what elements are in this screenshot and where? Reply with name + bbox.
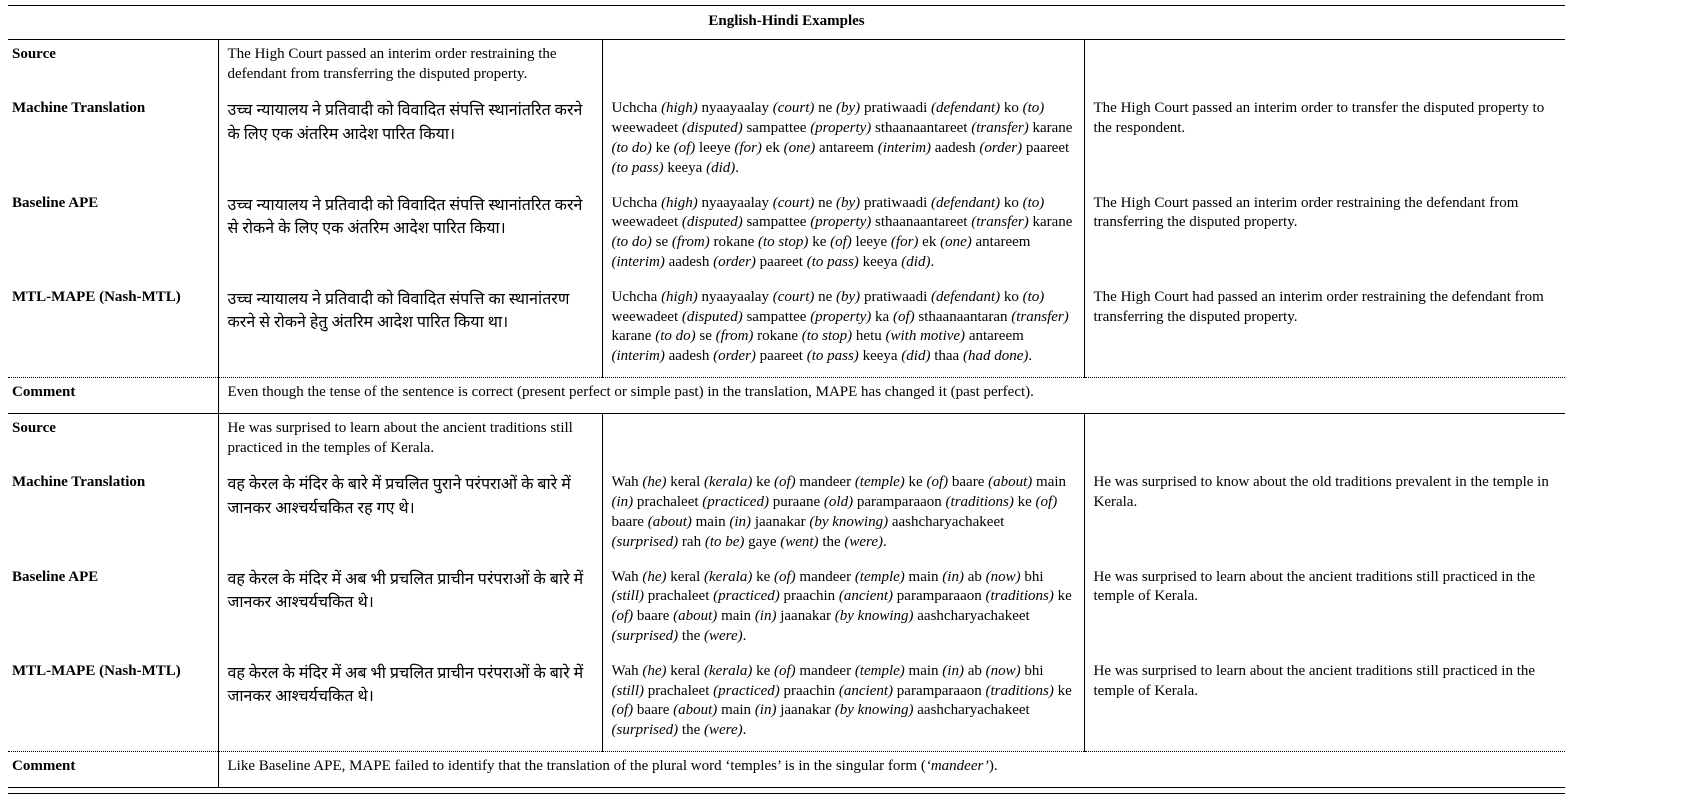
- english-backtranslation-cell: The High Court passed an interim order to transfer the disputed property to the respondent.: [1084, 94, 1565, 188]
- table-title-row: [8, 6, 1565, 40]
- english-backtranslation-cell: The High Court had passed an interim order restraining the defendant from transferring the disputed property.: [1084, 283, 1565, 378]
- row-label-mtl-mape: MTL-MAPE (Nash-MTL): [12, 288, 181, 305]
- transliteration-cell: Wah (he) keral (kerala) ke (of) mandeer (temple) main (in) ab (now) bhi (still) prachaleet (practiced) praachin (ancient) paramparaaon (traditions) ke (of) baare (about) main (in) jaanakar (by knowing) aashcharyachakeet (surprised) the (were).: [602, 657, 1084, 752]
- comment-text: Like Baseline APE, MAPE failed to identify that the translation of the plural word ‘temples’ is in the singular form (‘mandeer’).: [218, 751, 1565, 787]
- example2-mt-row: [8, 468, 1565, 562]
- hindi-cell: वह केरल के मंदिर के बारे में प्रचलित पुराने परंपराओं के बारे में जानकर आश्चर्यचकित रह गए थे।: [218, 468, 602, 562]
- hindi-cell: उच्च न्यायालय ने प्रतिवादी को विवादित संपत्ति का स्थानांतरण करने से रोकने हेतु अंतरिम आदेश पारित किया था।: [218, 283, 602, 378]
- transliteration-cell: Uchcha (high) nyaayaalay (court) ne (by) pratiwaadi (defendant) ko (to) weewadeet (disputed) sampattee (property) sthaanaantareet (transfer) karane (to do) ke (of) leeye (for) ek (one) antareem (interim) aadesh (order) paareet (to pass) keeya (did).: [602, 94, 1084, 188]
- english-hindi-examples-table: [8, 5, 1565, 788]
- example1-baseline-ape-row: [8, 189, 1565, 283]
- row-label-comment: Comment: [8, 751, 218, 787]
- example1-comment-row: [8, 377, 1565, 413]
- example1-source-row: [8, 39, 1565, 94]
- empty-cell: [602, 413, 1084, 468]
- empty-cell: [1084, 39, 1565, 94]
- transliteration-cell: Uchcha (high) nyaayaalay (court) ne (by) pratiwaadi (defendant) ko (to) weewadeet (disputed) sampattee (property) sthaanaantareet (transfer) karane (to do) se (from) rokane (to stop) ke (of) leeye (for) ek (one) antareem (interim) aadesh (order) paareet (to pass) keeya (did).: [602, 189, 1084, 283]
- transliteration-cell: Uchcha (high) nyaayaalay (court) ne (by) pratiwaadi (defendant) ko (to) weewadeet (disputed) sampattee (property) ka (of) sthaanaantaran (transfer) karane (to do) se (from) rokane (to stop) hetu (with motive) antareem (interim) aadesh (order) paareet (to pass) keeya (did) thaa (had done).: [602, 283, 1084, 378]
- examples-table-container: [8, 5, 1565, 794]
- example2-mtl-mape-row: [8, 657, 1565, 752]
- transliteration-cell: Wah (he) keral (kerala) ke (of) mandeer (temple) main (in) ab (now) bhi (still) prachaleet (practiced) praachin (ancient) paramparaaon (traditions) ke (of) baare (about) main (in) jaanakar (by knowing) aashcharyachakeet (surprised) the (were).: [602, 563, 1084, 657]
- table-bottom-rule: [8, 788, 1565, 794]
- example2-baseline-ape-row: [8, 563, 1565, 657]
- transliteration-cell: Wah (he) keral (kerala) ke (of) mandeer (temple) ke (of) baare (about) main (in) prachaleet (practiced) puraane (old) paramparaaon (traditions) ke (of) baare (about) main (in) jaanakar (by knowing) aashcharyachakeet (surprised) rah (to be) gaye (went) the (were).: [602, 468, 1084, 562]
- row-label-source: Source: [12, 45, 56, 62]
- english-backtranslation-cell: The High Court passed an interim order restraining the defendant from transferring the disputed property.: [1084, 189, 1565, 283]
- hindi-cell: वह केरल के मंदिर में अब भी प्रचलित प्राचीन परंपराओं के बारे में जानकर आश्चर्यचकित थे।: [218, 563, 602, 657]
- english-backtranslation-cell: He was surprised to know about the old traditions prevalent in the temple in Kerala.: [1084, 468, 1565, 562]
- row-label-machine-translation: Machine Translation: [12, 100, 146, 117]
- hindi-cell: उच्च न्यायालय ने प्रतिवादी को विवादित संपत्ति स्थानांतरित करने के लिए एक अंतरिम आदेश पारित किया।: [218, 94, 602, 188]
- empty-cell: [1084, 413, 1565, 468]
- page-title: English-Hindi Examples: [8, 6, 1565, 40]
- english-backtranslation-cell: He was surprised to learn about the ancient traditions still practiced in the temple of Kerala.: [1084, 563, 1565, 657]
- row-label-comment: Comment: [8, 377, 218, 413]
- source-text: The High Court passed an interim order restraining the defendant from transferring the disputed property.: [218, 39, 602, 94]
- source-text: He was surprised to learn about the ancient traditions still practiced in the temples of Kerala.: [218, 413, 602, 468]
- example1-mt-row: [8, 94, 1565, 188]
- row-label-baseline-ape: Baseline APE: [12, 568, 99, 585]
- example1-mtl-mape-row: [8, 283, 1565, 378]
- example2-source-row: [8, 413, 1565, 468]
- example2-comment-row: [8, 751, 1565, 787]
- english-backtranslation-cell: He was surprised to learn about the ancient traditions still practiced in the temple of Kerala.: [1084, 657, 1565, 752]
- row-label-source: Source: [8, 413, 218, 468]
- empty-cell: [602, 39, 1084, 94]
- comment-text: Even though the tense of the sentence is correct (present perfect or simple past) in the translation, MAPE has changed it (past perfect).: [218, 377, 1565, 413]
- hindi-cell: उच्च न्यायालय ने प्रतिवादी को विवादित संपत्ति स्थानांतरित करने से रोकने के लिए एक अंतरिम आदेश पारित किया।: [218, 189, 602, 283]
- hindi-cell: वह केरल के मंदिर में अब भी प्रचलित प्राचीन परंपराओं के बारे में जानकर आश्चर्यचकित थे।: [218, 657, 602, 752]
- row-label-mtl-mape: MTL-MAPE (Nash-MTL): [12, 662, 181, 679]
- row-label-baseline-ape: Baseline APE: [12, 194, 99, 211]
- row-label-machine-translation: Machine Translation: [12, 474, 146, 491]
